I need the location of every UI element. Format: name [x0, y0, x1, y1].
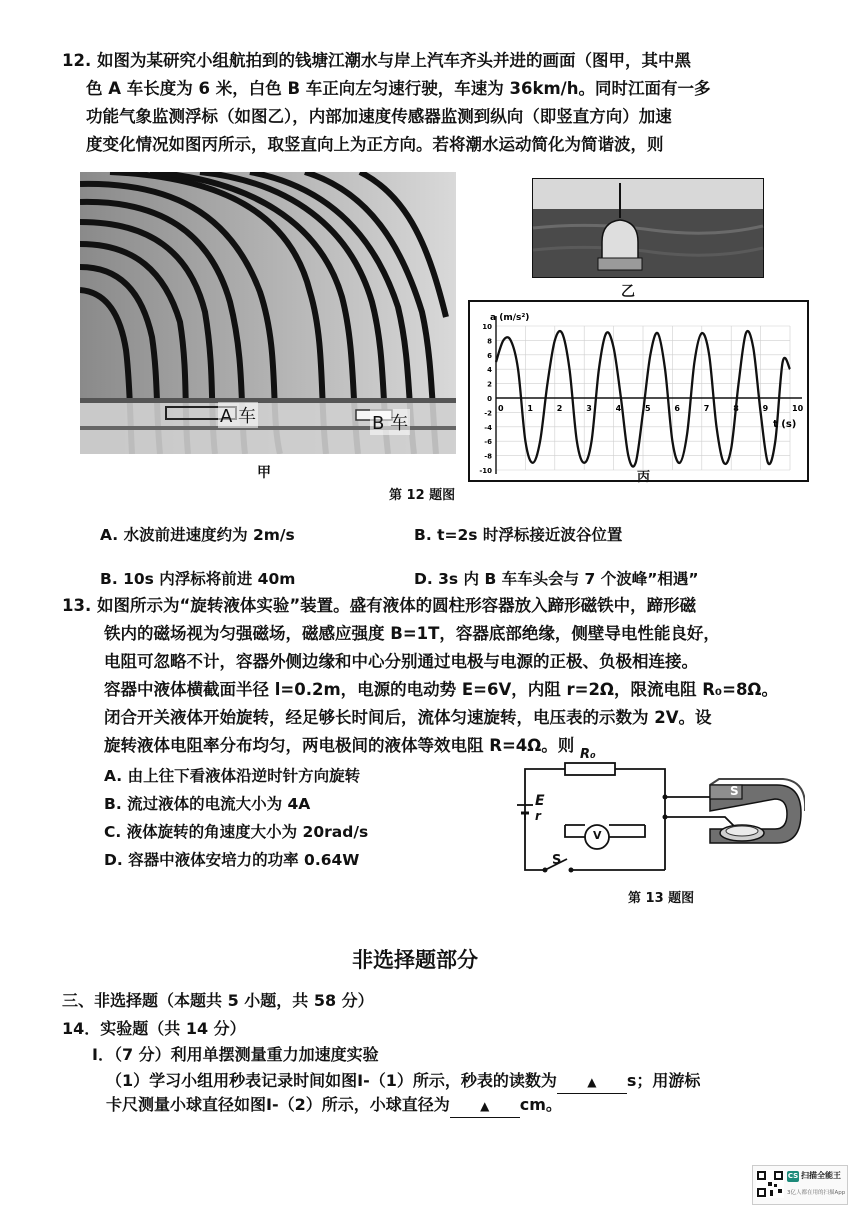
q13-option-b[interactable]: B. 流过液体的电流大小为 4A: [104, 795, 311, 813]
chart-xlabel: t (s): [773, 419, 797, 430]
chart-x-tick-label: 0: [498, 404, 504, 413]
q12-line-1: 12. 如图为某研究小组航拍到的钱塘江潮水与岸上汽车齐头并进的画面（图甲，其中黑: [62, 51, 691, 70]
q12-option-d[interactable]: D. 3s 内 B 车车头会与 7 个波峰”相遇”: [414, 570, 699, 588]
part-three-heading: 三、非选择题（本题共 5 小题，共 58 分）: [62, 991, 374, 1010]
car-a-label: A 车: [218, 402, 258, 428]
chart-ylabel: a (m/s²): [490, 313, 530, 323]
chart-y-tick-label: -8: [484, 452, 492, 461]
blank-marker: ▲: [587, 1075, 597, 1089]
resistor-r0: [565, 763, 615, 775]
q13-option-a[interactable]: A. 由上往下看液体沿逆时针方向旋转: [104, 767, 361, 785]
photo-tidal-bore: [80, 172, 456, 454]
chart-x-tick-label: 5: [645, 404, 651, 413]
q12-option-a[interactable]: A. 水波前进速度约为 2m/s: [100, 526, 295, 544]
q14-line-2-text: 卡尺测量小球直径如图Ⅰ-（2）所示，小球直径为: [106, 1095, 450, 1114]
label-switch: S: [552, 853, 562, 868]
q14-line-1-unit: s；用游标: [626, 1071, 701, 1090]
q14-line-1-text: （1）学习小组用秒表记录时间如图Ⅰ-（1）所示，秒表的读数为: [106, 1071, 557, 1090]
chart-y-tick-label: 6: [487, 351, 492, 360]
q12-line-4: 度变化情况如图丙所示，取竖直向上为正方向。若将潮水运动简化为简谐波，则: [86, 135, 664, 154]
figure-bing-label: 丙: [637, 470, 651, 485]
figure-yi-label: 乙: [621, 284, 635, 300]
chart-y-tick-label: -10: [479, 467, 492, 475]
graph-acceleration: [468, 300, 809, 485]
q13-line-6: 旋转液体电阻率分布均匀，两电极间的液体等效电阻 R=4Ω。则: [104, 736, 575, 755]
answer-blank-stopwatch[interactable]: [557, 1070, 627, 1094]
chart-y-tick-label: 8: [487, 337, 492, 346]
q14-line-2: [106, 1094, 562, 1118]
label-internal-r: r: [535, 809, 541, 823]
figure-jia-label: 甲: [257, 465, 271, 481]
chart-x-tick-label: 10: [792, 404, 804, 413]
chart-y-tick-label: -4: [484, 423, 492, 432]
section-title: 非选择题部分: [352, 948, 478, 972]
q13-figure-caption: 第 13 题图: [628, 891, 695, 906]
chart-x-tick-label: 8: [733, 404, 739, 413]
chart-y-tick-label: 0: [487, 395, 492, 403]
scanner-app-name: 扫描全能王: [801, 1171, 841, 1180]
q13-line-1: 13. 如图所示为“旋转液体实验”装置。盛有液体的圆柱形容器放入蹄形磁铁中，蹄形磁: [62, 596, 697, 615]
scanner-badge: CS: [787, 1172, 799, 1180]
buoy-image: [532, 178, 764, 278]
horseshoe-magnet-icon: [710, 779, 805, 843]
circuit-svg: [505, 755, 805, 885]
q14-title: 14．实验题（共 14 分）: [62, 1019, 246, 1038]
car-b-label: B 车: [370, 409, 410, 435]
chart-x-tick-label: 2: [556, 404, 563, 413]
q12-line-2: 色 A 车长度为 6 米，白色 B 车正向左匀速行驶，车速为 36km/h。同时江面有一多: [86, 79, 711, 98]
q13-line-2: 铁内的磁场视为匀强磁场，磁感应强度 B=1T，容器底部绝缘，侧壁导电性能良好，: [104, 624, 720, 643]
chart-y-tick-label: 10: [482, 323, 492, 331]
q13-line-4: 容器中液体横截面半径 l=0.2m，电源的电动势 E=6V，内阻 r=2Ω，限流电阻 R₀=8Ω。: [104, 680, 778, 699]
chart-x-tick-label: 3: [586, 404, 592, 413]
chart-y-tick-label: 2: [487, 380, 492, 389]
chart-x-tick-label: 4: [615, 404, 622, 413]
chart-x-tick-label: 9: [762, 404, 769, 413]
q12-option-b[interactable]: B. t=2s 时浮标接近波谷位置: [414, 526, 623, 544]
label-voltmeter: V: [593, 829, 602, 842]
q12-line-3: 功能气象监测浮标（如图乙），内部加速度传感器监测到纵向（即竖直方向）加速: [86, 107, 672, 126]
chart-y-tick-label: 4: [487, 366, 492, 375]
acceleration-chart: [468, 300, 809, 482]
q14-part1-title: Ⅰ．（7 分）利用单摆测量重力加速度实验: [92, 1045, 379, 1064]
chart-x-tick-label: 1: [527, 404, 533, 413]
q12-option-c[interactable]: B. 10s 内浮标将前进 40m: [100, 570, 296, 588]
label-magnet-s: S: [730, 784, 739, 798]
answer-blank-diameter[interactable]: [450, 1094, 520, 1118]
label-emf: E: [535, 793, 545, 809]
q14-line-2-unit: cm。: [519, 1095, 562, 1114]
qr-code-icon: [756, 1170, 784, 1198]
q13-line-5: 闭合开关液体开始旋转，经足够长时间后，流体匀速旋转，电压表的示数为 2V。设: [104, 708, 712, 727]
q13-option-d[interactable]: D. 容器中液体安培力的功率 0.64W: [104, 851, 360, 869]
blank-marker: ▲: [480, 1099, 490, 1113]
chart-y-tick-label: -6: [484, 438, 492, 447]
q13-option-c[interactable]: C. 液体旋转的角速度大小为 20rad/s: [104, 823, 369, 841]
circuit-diagram: [505, 747, 805, 885]
q13-line-3: 电阻可忽略不计，容器外侧边缘和中心分别通过电极与电源的正极、负极相连接。: [104, 652, 698, 671]
q12-figure-caption: 第 12 题图: [389, 488, 456, 503]
chart-x-tick-label: 7: [703, 404, 710, 413]
chart-y-tick-label: -2: [484, 409, 492, 418]
q14-line-1: [106, 1070, 700, 1094]
photo-buoy: [532, 178, 764, 278]
scanner-watermark: [752, 1165, 848, 1205]
label-r0: R₀: [580, 747, 596, 762]
scanner-tagline: 3亿人都在用的扫描App: [787, 1190, 846, 1196]
chart-x-tick-label: 6: [674, 404, 680, 413]
